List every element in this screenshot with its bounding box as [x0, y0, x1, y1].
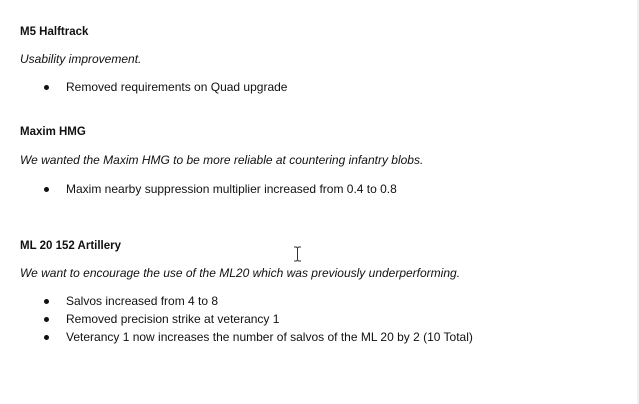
section-m5-halftrack	[20, 25, 620, 94]
list-item	[20, 80, 600, 98]
list-item	[20, 312, 600, 330]
bullet-icon	[44, 85, 49, 90]
section-description: We want to encourage the use of the ML20 which was previously underperforming.	[20, 266, 461, 280]
bullet-icon	[44, 187, 49, 192]
list-item-text: Removed precision strike at veterancy 1	[66, 312, 280, 326]
text-cursor-icon	[293, 246, 302, 262]
list-item-text: Salvos increased from 4 to 8	[66, 294, 219, 308]
bullet-icon	[44, 335, 49, 340]
bullet-icon	[44, 317, 49, 322]
section-maxim-hmg	[20, 125, 620, 196]
section-heading: ML 20 152 Artillery	[20, 240, 121, 252]
list-item-text: Maxim nearby suppression multiplier increased from 0.4 to 0.8	[66, 182, 397, 196]
section-heading: Maxim HMG	[20, 126, 86, 138]
bullet-icon	[44, 299, 49, 304]
bullet-list	[20, 182, 600, 200]
section-description: We wanted the Maxim HMG to be more reliable at countering infantry blobs.	[20, 153, 424, 167]
list-item-text: Removed requirements on Quad upgrade	[66, 80, 288, 94]
list-item	[20, 182, 600, 200]
section-heading: M5 Halftrack	[20, 26, 89, 38]
bullet-list	[20, 294, 600, 348]
section-ml20-artillery	[20, 239, 620, 344]
list-item	[20, 330, 600, 348]
list-item-text: Veterancy 1 now increases the number of salvos of the ML 20 by 2 (10 Total)	[66, 330, 473, 344]
section-description: Usability improvement.	[20, 52, 142, 66]
list-item	[20, 294, 600, 312]
bullet-list	[20, 80, 600, 98]
